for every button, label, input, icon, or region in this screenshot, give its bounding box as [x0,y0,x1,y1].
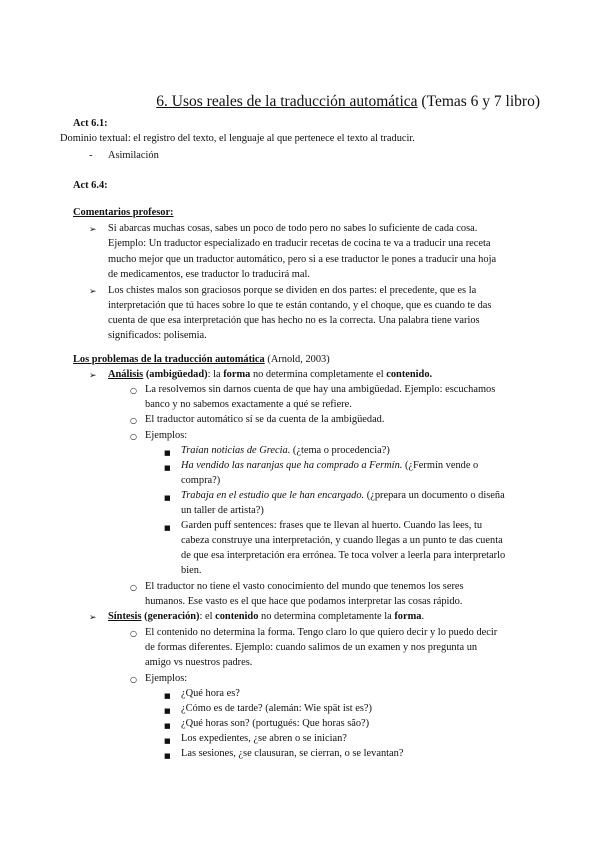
analisis-ex2 [181,458,478,474]
square-bullet-icon: ■ [164,524,171,532]
analisis-paren: (ambigüedad) [145,369,208,380]
analisis-forma: forma [223,369,251,380]
analisis-b1-line: banco y no sabemos exactamente a qué se refiere. [145,399,352,410]
arrow-bullet-icon: ➢ [89,287,97,297]
sintesis-ex: ¿Cómo es de tarde? (alemán: Wie spät ist es?) [181,703,372,714]
page-title [0,92,600,112]
analisis-b1-line: La resolvemos sin darnos cuenta de que hay una ambigüedad. Ejemplo: escuchamos [145,384,496,395]
analisis-ex3-italic: Trabaja en el estudio que le han encargado. [181,490,365,501]
sintesis-contenido: contenido [215,611,259,622]
analisis-ex1 [181,443,390,459]
analisis-ex4-line: bien. [181,565,202,576]
sintesis-ex: Las sesiones, ¿se clausuran, se cierran, o se levantan? [181,748,404,759]
circle-bullet-icon: ○ [130,386,137,395]
analisis-text: no determina completamente el [250,369,387,380]
circle-bullet-icon: ○ [130,416,137,425]
comentarios-p1-line: de medicamentos, ese traductor lo traducirá mal. [108,269,310,280]
analisis-ex3-cont: un taller de artista?) [181,505,264,516]
square-bullet-icon: ■ [164,692,171,700]
sintesis-text: : el [199,611,216,622]
arrow-bullet-icon: ➢ [89,225,97,235]
square-bullet-icon: ■ [164,449,171,457]
comentarios-p2-line: Los chistes malos son graciosos porque se dividen en dos partes: el precedente, que es la [108,285,477,296]
comentarios-heading: Comentarios profesor: [73,207,174,218]
square-bullet-icon: ■ [164,464,171,472]
title-sub: (Temas 6 y 7 libro) [421,93,540,110]
analisis-b3: Ejemplos: [145,430,188,441]
analisis-ex4-line: cabeza construye una interpretación, y cuando llegas a un punto te das cuenta [181,535,503,546]
act61-heading: Act 6.1: [73,118,108,129]
sintesis-ex: ¿Qué hora es? [181,688,240,699]
sintesis-b1-line: de formas diferentes. Ejemplo: cuando salimos de un examen y nos pregunta un [145,642,478,653]
analisis-text: : la [207,369,224,380]
analisis-ex1-rest: (¿tema o procedencia?) [290,445,390,456]
analisis-b4-line: humanos. Ese vasto es el que hace que podamos interpretar las cosas rápido. [145,596,463,607]
arrow-bullet-icon: ➢ [89,613,97,623]
comentarios-p1-line: Si abarcas muchas cosas, sabes un poco de todo pero no sabes lo suficiente de cada cosa. [108,223,478,234]
sintesis-text: . [421,611,425,622]
sintesis-b2: Ejemplos: [145,673,188,684]
analisis-ex1-italic: Traían noticias de Grecia. [181,445,291,456]
problemas-heading-row [73,352,330,368]
analisis-ex3 [181,488,505,504]
problemas-cite: (Arnold, 2003) [267,354,330,365]
arrow-bullet-icon: ➢ [89,371,97,381]
square-bullet-icon: ■ [164,722,171,730]
square-bullet-icon: ■ [164,707,171,715]
circle-bullet-icon: ○ [130,432,137,441]
circle-bullet-icon: ○ [130,629,137,638]
analisis-ex4-line: Garden puff sentences: frases que te llevan al huerto. Cuando las lees, tu [181,520,483,531]
analisis-b4-line: El traductor no tiene el vasto conocimiento del mundo que tenemos los seres [145,581,464,592]
comentarios-p2-line: cuenta de que esa interpretación que has hecho no es la correcta. Una palabra tiene varios [108,315,480,326]
square-bullet-icon: ■ [164,752,171,760]
sintesis-term: Síntesis [108,611,142,622]
sintesis-b1-line: El contenido no determina la forma. Tengo claro lo que quiero decir y lo puedo decir [145,627,498,638]
analisis-ex2-cont: compra?) [181,475,221,486]
analisis-ex3-rest: (¿prepara un documento o diseña [364,490,505,501]
circle-bullet-icon: ○ [130,675,137,684]
analisis-term: Análisis [108,369,144,380]
act61-item: Asimilación [108,150,159,161]
sintesis-forma: forma [394,611,422,622]
circle-bullet-icon: ○ [130,583,137,592]
square-bullet-icon: ■ [164,494,171,502]
sintesis-paren: (generación) [144,611,200,622]
analisis-contenido: contenido. [386,369,433,380]
analisis-ex4-line: de que esa interpretación era errónea. Te toca volver a leerla para interpretarlo [181,550,506,561]
act61-line: Dominio textual: el registro del texto, el lenguaje al que pertenece el texto al traducir. [60,133,415,144]
comentarios-p1-line: mucho mejor que un traductor automático, pero si a ese traductor le pones a traducir una hoja [108,254,497,265]
sintesis-b1-line: amigo vs nuestros padres. [145,657,253,668]
act64-heading: Act 6.4: [73,180,108,191]
analisis-b2: El traductor automático sí se da cuenta de la ambigüedad. [145,414,385,425]
title-main: 6. Usos reales de la traducción automática [156,93,418,110]
comentarios-p2-line: significados: polisemia. [108,330,207,341]
analisis-row [108,367,432,383]
analisis-ex2-italic: Ha vendido las naranjas que ha comprado a Fermín. [181,460,403,471]
problemas-heading: Los problemas de la traducción automática [73,354,265,365]
dash-marker: - [89,150,93,161]
analisis-ex2-rest: (¿Fermín vende o [402,460,479,471]
sintesis-ex: ¿Qué horas son? (portugués: Que horas são?) [181,718,370,729]
comentarios-p1-line: Ejemplo: Un traductor especializado en traducir recetas de cocina te va a traducir una receta [108,238,491,249]
sintesis-row [108,609,424,625]
square-bullet-icon: ■ [164,737,171,745]
sintesis-ex: Los expedientes, ¿se abren o se inician? [181,733,347,744]
comentarios-p2-line: interpretación que tú haces sobre lo que te están contando, y el choque, que es cuando te das [108,300,492,311]
sintesis-text: no determina completamente la [258,611,395,622]
